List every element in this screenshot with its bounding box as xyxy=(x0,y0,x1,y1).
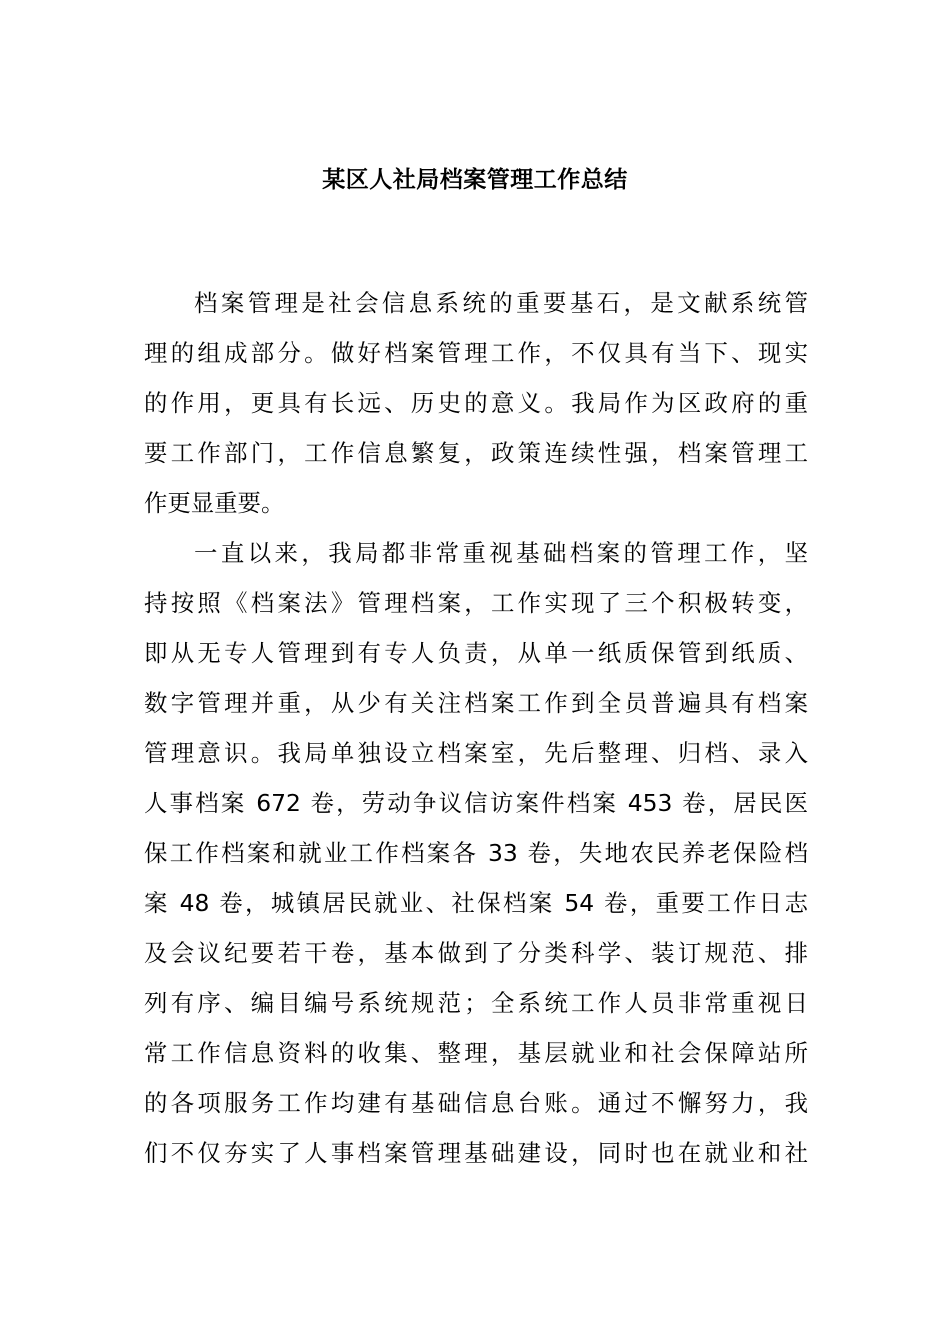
paragraph-line: 要工作部门，工作信息繁复，政策连续性强，档案管理工 xyxy=(144,439,808,467)
paragraph-line: 的各项服务工作均建有基础信息台账。通过不懈努力，我 xyxy=(144,1089,808,1117)
paragraph-line: 管理意识。我局单独设立档案室，先后整理、归档、录入 xyxy=(144,739,808,767)
paragraph-2 xyxy=(144,528,808,1178)
paragraph-line: 列有序、编目编号系统规范；全系统工作人员非常重视日 xyxy=(144,989,808,1017)
paragraph-line: 持按照《档案法》管理档案，工作实现了三个积极转变， xyxy=(144,589,808,617)
paragraph-line: 即从无专人管理到有专人负责，从单一纸质保管到纸质、 xyxy=(144,639,808,667)
paragraph-line: 案 48 卷，城镇居民就业、社保档案 54 卷，重要工作日志 xyxy=(144,889,808,917)
paragraph-line: 一直以来，我局都非常重视基础档案的管理工作，坚 xyxy=(194,539,808,567)
paragraph-line: 作更显重要。 xyxy=(144,489,285,517)
paragraph-line: 人事档案 672 卷，劳动争议信访案件档案 453 卷，居民医 xyxy=(144,789,808,817)
paragraph-line: 们不仅夯实了人事档案管理基础建设，同时也在就业和社 xyxy=(144,1139,808,1167)
paragraph-line: 档案管理是社会信息系统的重要基石，是文献系统管 xyxy=(194,289,808,317)
paragraph-line: 理的组成部分。做好档案管理工作，不仅具有当下、现实 xyxy=(144,339,808,367)
document-body xyxy=(144,278,808,1178)
paragraph-1 xyxy=(144,278,808,528)
paragraph-line: 及会议纪要若干卷，基本做到了分类科学、装订规范、排 xyxy=(144,939,808,967)
paragraph-line: 常工作信息资料的收集、整理，基层就业和社会保障站所 xyxy=(144,1039,808,1067)
paragraph-line: 数字管理并重，从少有关注档案工作到全员普遍具有档案 xyxy=(144,689,808,717)
document-title: 某区人社局档案管理工作总结 xyxy=(322,167,628,193)
paragraph-line: 保工作档案和就业工作档案各 33 卷，失地农民养老保险档 xyxy=(144,839,808,867)
paragraph-line: 的作用，更具有长远、历史的意义。我局作为区政府的重 xyxy=(144,389,808,417)
